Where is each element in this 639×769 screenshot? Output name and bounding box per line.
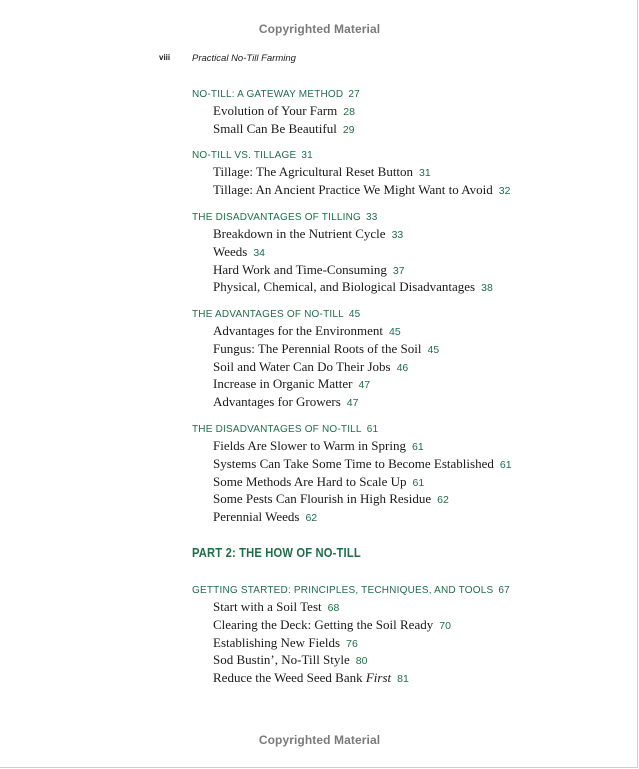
entry-title: Weeds	[213, 243, 248, 259]
entry-title: Advantages for the Environment	[213, 323, 384, 338]
part-title: PART 2: THE HOW OF NO-TILL	[192, 545, 361, 560]
toc-entry	[213, 393, 439, 411]
entry-page-number: 45	[427, 343, 440, 356]
heading-page-number: 31	[301, 150, 313, 161]
toc-section-heading	[192, 149, 510, 163]
heading-page-number: 67	[498, 585, 510, 596]
toc-section-heading	[192, 308, 439, 322]
entry-page-number: 70	[439, 619, 451, 632]
toc-section-gateway	[192, 88, 360, 138]
toc-entry	[213, 455, 512, 473]
toc-entries	[213, 225, 493, 296]
toc-entry	[213, 102, 360, 120]
entry-title: Reduce the Weed Seed Bank	[213, 670, 366, 686]
heading-text: THE DISADVANTAGES OF NO-TILL	[192, 424, 362, 435]
heading-text: THE ADVANTAGES OF NO-TILL	[192, 309, 344, 320]
toc-entry	[213, 120, 360, 138]
toc-entry	[213, 243, 493, 261]
toc-entries	[213, 437, 512, 526]
entry-title: Perennial Weeds	[213, 509, 300, 525]
entry-title: Sod Bustin’, No-Till Style	[213, 652, 350, 668]
toc-entry	[213, 358, 439, 376]
heading-page-number: 61	[366, 424, 379, 435]
entry-page-number: 61	[411, 441, 424, 453]
toc-section-heading	[192, 88, 360, 102]
entry-title: Evolution of Your Farm	[213, 103, 338, 118]
toc-entries	[213, 163, 510, 199]
toc-entry	[213, 598, 510, 616]
toc-section-heading	[192, 584, 510, 598]
toc-section-no-till-vs-tillage	[192, 149, 510, 199]
entry-title: Some Pests Can Flourish in High Residue	[213, 491, 432, 507]
entry-title: Systems Can Take Some Time to Become Established	[213, 455, 494, 471]
entry-page-number: 80	[355, 655, 368, 668]
entry-title: Some Methods Are Hard to Scale Up	[213, 473, 407, 489]
toc-entry	[213, 437, 512, 455]
toc-entry	[213, 651, 510, 669]
heading-text: NO-TILL VS. TILLAGE	[192, 150, 297, 161]
entry-page-number: 34	[253, 246, 266, 259]
toc-section-heading	[192, 211, 493, 225]
entry-title: Breakdown in the Nutrient Cycle	[213, 226, 386, 241]
toc-section-disadvantages-of-tilling	[192, 211, 493, 296]
toc-entry	[213, 669, 510, 687]
entry-page-number: 47	[358, 379, 371, 392]
entry-page-number: 28	[343, 106, 355, 118]
entry-page-number: 62	[437, 494, 449, 507]
copyright-notice-bottom: Copyrighted Material	[258, 733, 381, 747]
entry-page-number: 46	[396, 361, 409, 374]
entry-page-number: 38	[481, 282, 493, 295]
toc-entries	[213, 322, 439, 411]
toc-entry	[213, 375, 439, 393]
entry-page-number: 61	[412, 476, 425, 489]
running-head: Practical No-Till Farming	[192, 53, 296, 64]
entry-page-number: 76	[346, 637, 358, 650]
entry-page-number: 81	[397, 673, 409, 686]
heading-text: GETTING STARTED: PRINCIPLES, TECHNIQUES, AND TOOLS	[192, 585, 494, 596]
toc-entry	[213, 181, 510, 199]
toc-entry	[213, 616, 510, 634]
entry-page-number: 37	[392, 264, 405, 277]
toc-section-disadvantages-of-no-till	[192, 423, 512, 526]
entry-title: Establishing New Fields	[213, 634, 341, 650]
toc-entry	[213, 278, 493, 296]
toc-entry	[213, 340, 439, 358]
toc-entries	[213, 102, 360, 138]
heading-page-number: 33	[365, 212, 378, 223]
entry-title: Fungus: The Perennial Roots of the Soil	[213, 340, 422, 356]
entry-title: Start with a Soil Test	[213, 599, 322, 614]
toc-entry	[213, 261, 493, 279]
heading-page-number: 27	[348, 89, 360, 100]
toc-entry	[213, 163, 510, 181]
entry-page-number: 31	[419, 167, 431, 179]
entry-title: Physical, Chemical, and Biological Disadvantages	[213, 279, 476, 295]
toc-entries	[213, 598, 510, 687]
entry-page-number: 62	[305, 512, 318, 525]
entry-title: Tillage: The Agricultural Reset Button	[213, 164, 414, 179]
toc-section-getting-started	[192, 584, 510, 687]
entry-title: Small Can Be Beautiful	[213, 120, 337, 136]
entry-page-number: 29	[342, 123, 355, 136]
entry-page-number: 47	[346, 397, 359, 410]
toc-entry	[213, 508, 512, 526]
heading-text: THE DISADVANTAGES OF TILLING	[192, 212, 361, 223]
toc-section-heading	[192, 423, 512, 437]
toc-entry	[213, 225, 493, 243]
entry-title: Soil and Water Can Do Their Jobs	[213, 358, 391, 374]
entry-title: Tillage: An Ancient Practice We Might Want to Avoid	[213, 181, 493, 197]
copyright-notice-top: Copyrighted Material	[258, 22, 381, 36]
toc-entry	[213, 490, 512, 508]
toc-section-advantages-of-no-till	[192, 308, 439, 411]
entry-page-number: 33	[391, 229, 404, 241]
toc-entry	[213, 322, 439, 340]
entry-page-number: 45	[389, 326, 401, 338]
entry-title-emphasis: First	[365, 670, 392, 686]
entry-page-number: 68	[327, 602, 340, 614]
page-folio: viii	[159, 53, 171, 62]
entry-title: Advantages for Growers	[213, 394, 341, 410]
entry-title: Hard Work and Time-Consuming	[213, 261, 387, 277]
entry-page-number: 32	[498, 184, 511, 197]
entry-page-number: 61	[499, 458, 512, 471]
entry-title: Clearing the Deck: Getting the Soil Ready	[213, 616, 434, 632]
entry-title: Increase in Organic Matter	[213, 376, 353, 392]
toc-entry	[213, 473, 512, 491]
heading-page-number: 45	[348, 309, 361, 320]
entry-title: Fields Are Slower to Warm in Spring	[213, 438, 406, 453]
heading-text: NO-TILL: A GATEWAY METHOD	[192, 89, 344, 100]
toc-entry	[213, 634, 510, 652]
